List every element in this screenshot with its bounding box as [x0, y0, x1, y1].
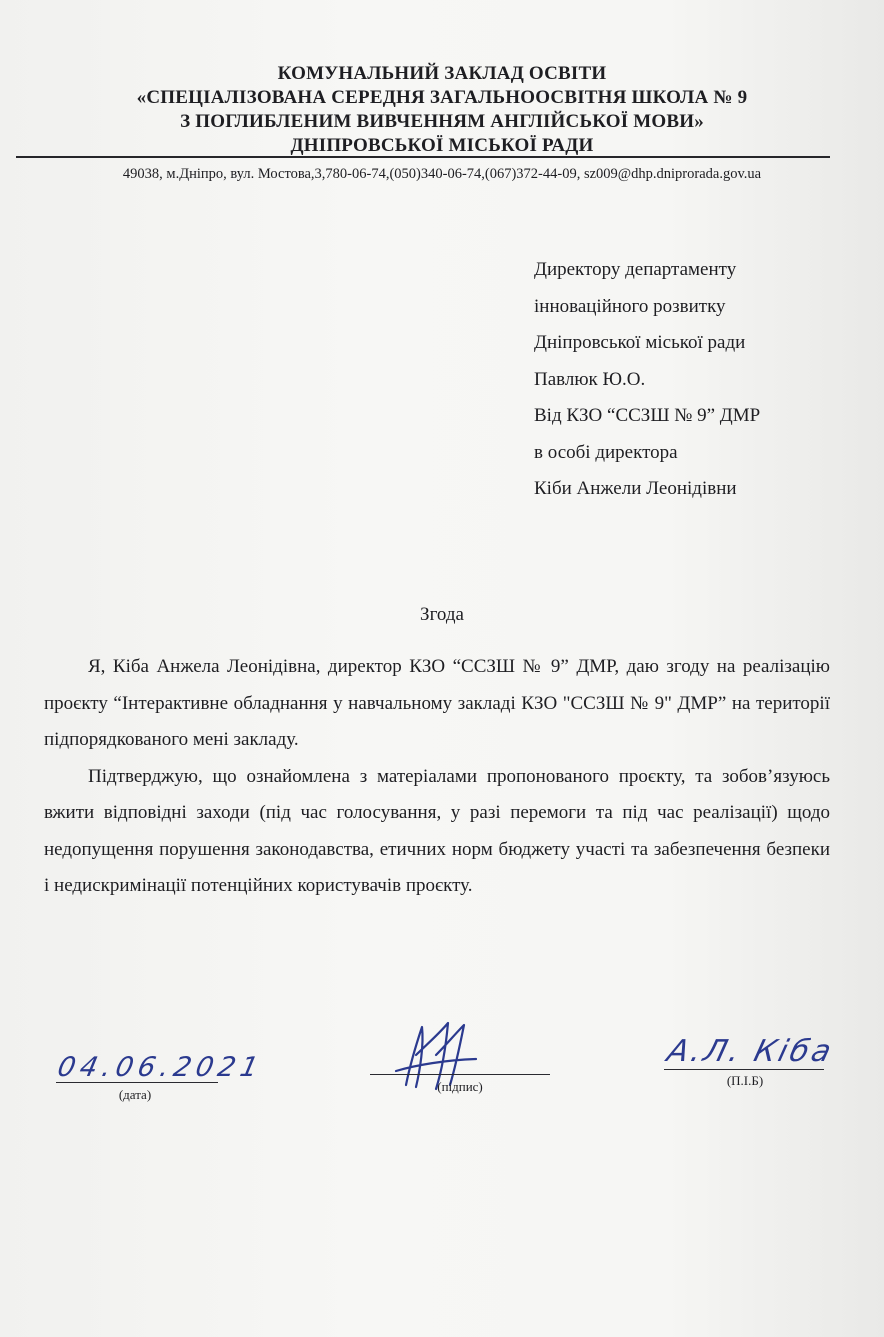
- date-handwritten: 04.06.2021: [54, 1052, 266, 1083]
- addressee-line: Дніпровської міської ради: [534, 332, 746, 353]
- signature-caption: (підпис): [437, 1079, 483, 1094]
- addressee-line: інноваційного розвитку: [534, 295, 726, 317]
- letterhead-line-4: ДНІПРОВСЬКОЇ МІСЬКОЇ РАДИ: [290, 135, 594, 156]
- body-paragraph: Підтверджую, що ознайомлена з матеріалами пропонованого проєкту, та зобов’язуюсь вжити відповідні заходи (під час голосування, у разі перемоги та під час реалізації) щодо недопущення порушення законодавства, етичних норм бюджету участі та забезпечення безпеки і недискримінації потенційних користувачів проєкту.: [44, 765, 830, 896]
- addressee-line: Від КЗО “ССЗШ № 9” ДМР: [534, 405, 761, 426]
- addressee-line: в особі директора: [534, 441, 678, 463]
- letterhead: [0, 62, 884, 158]
- body-paragraph: Я, Кіба Анжела Леонідівна, директор КЗО “ССЗШ № 9” ДМР, даю згоду на реалізацію проєкту “Інтерактивне обладнання у навчальному закладі КЗО "ССЗШ № 9" ДМР” на території підпорядкованого мені закладу.: [44, 656, 830, 750]
- name-line: [664, 1069, 824, 1070]
- addressee-line: Директору департаменту: [534, 259, 737, 280]
- date-caption: (дата): [118, 1087, 152, 1102]
- addressee-line: Кіби Анжели Леонідівни: [534, 478, 737, 499]
- signature-line: [370, 1074, 550, 1075]
- document-title: Згода: [420, 604, 464, 625]
- letterhead-contacts: 49038, м.Дніпро, вул. Мостова,3,780-06-74,(050)340-06-74,(067)372-44-09, sz009@dhp.dniprorada.gov.ua: [122, 166, 762, 182]
- name-caption: (П.І.Б): [726, 1073, 764, 1088]
- addressee-line: Павлюк Ю.О.: [534, 368, 646, 390]
- letterhead-line-3: З ПОГЛИБЛЕНИМ ВИВЧЕННЯМ АНГЛІЙСЬКОЇ МОВИ»: [180, 111, 704, 132]
- date-line: [56, 1082, 218, 1083]
- name-handwritten: А.Л. Кіба: [663, 1034, 838, 1069]
- addressee-block: [534, 252, 864, 508]
- letterhead-line-2: «СПЕЦІАЛІЗОВАНА СЕРЕДНЯ ЗАГАЛЬНООСВІТНЯ ШКОЛА № 9: [136, 87, 748, 108]
- document-body: [44, 649, 830, 905]
- letterhead-line-1: КОМУНАЛЬНИЙ ЗАКЛАД ОСВІТИ: [277, 63, 607, 84]
- letterhead-divider: [16, 156, 830, 158]
